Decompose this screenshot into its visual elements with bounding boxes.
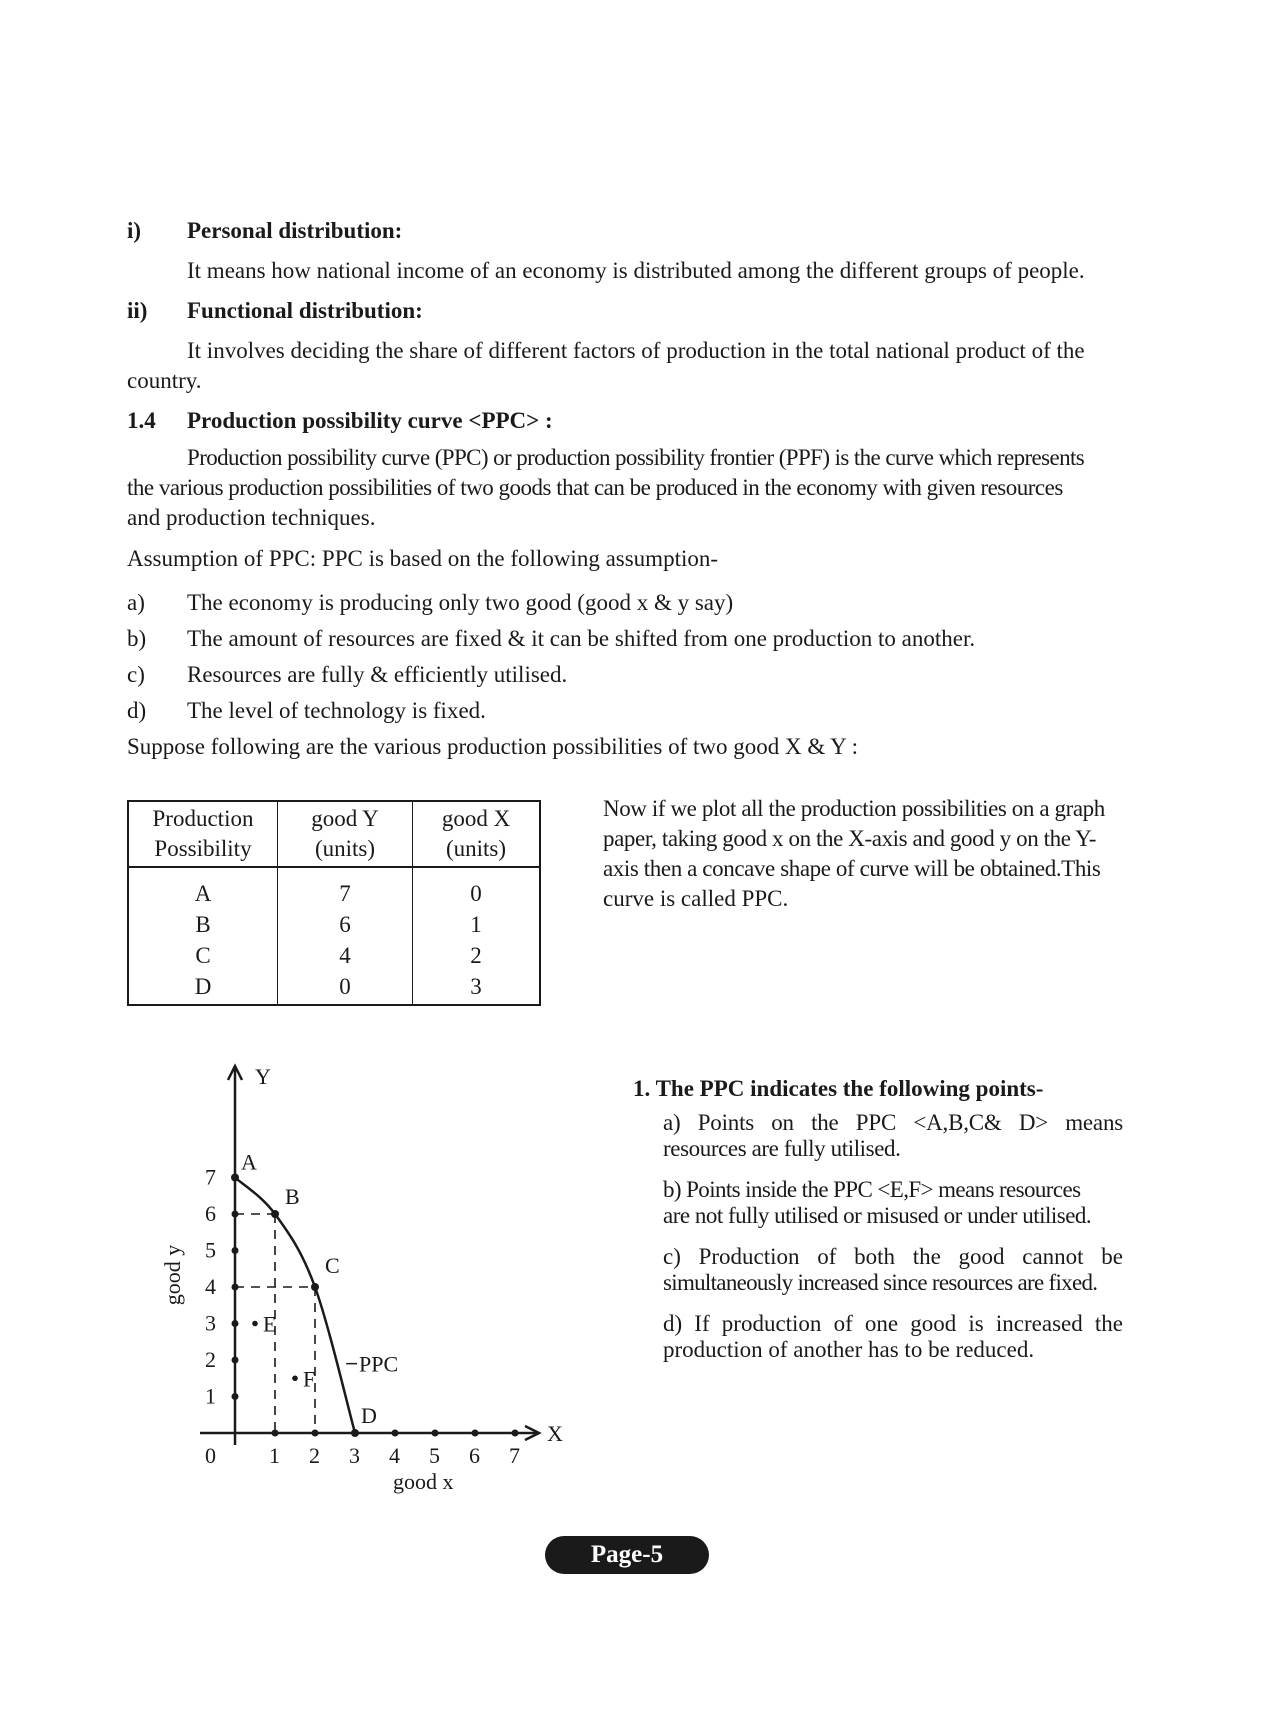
x-tick-mark xyxy=(472,1430,479,1437)
ppc-point-c xyxy=(663,1244,1123,1296)
point-d-label: D xyxy=(361,1403,377,1428)
heading-functional-distribution: Functional distribution: xyxy=(187,298,423,323)
ppc-points-heading: 1. The PPC indicates the following points- xyxy=(633,1076,1044,1101)
y-axis-letter: Y xyxy=(255,1064,271,1089)
x-tick-mark xyxy=(432,1430,439,1437)
assumption-text: The level of technology is fixed. xyxy=(187,698,486,723)
y-tick-label: 7 xyxy=(205,1164,216,1190)
assumption-marker: d) xyxy=(127,698,147,723)
point-b-label: B xyxy=(285,1184,300,1209)
point-f-marker xyxy=(292,1375,298,1381)
heading-ppc: Production possibility curve <PPC> : xyxy=(187,408,553,433)
table-header-cell: good Y (units) xyxy=(278,801,413,867)
ppc-point-a-l1: a) Points on the PPC <A,B,C& D> means xyxy=(663,1110,1123,1135)
ppc-point-c-l2: simultaneously increased since resources are fixed. xyxy=(663,1270,1098,1295)
x-tick-label: 6 xyxy=(469,1443,480,1468)
plot-text-l3: axis then a concave shape of curve will be obtained.This xyxy=(603,856,1101,881)
section-marker-ii: ii) xyxy=(127,298,148,323)
ppc-definition-l1: Production possibility curve (PPC) or production possibility frontier (PPF) is the curve which represents xyxy=(187,445,1085,470)
plot-text-l2: paper, taking good x on the X-axis and good y on the Y- xyxy=(603,826,1096,851)
x-tick-label: 3 xyxy=(349,1443,360,1468)
y-tick-mark xyxy=(232,1357,239,1364)
assumption-intro: Assumption of PPC: PPC is based on the following assumption- xyxy=(127,546,719,571)
ppc-point-b-l2: are not fully utilised or misused or under utilised. xyxy=(663,1203,1092,1228)
plot-text-l4: curve is called PPC. xyxy=(603,886,789,911)
page-number-badge: Page-5 xyxy=(545,1536,709,1574)
y-tick-mark xyxy=(232,1247,239,1254)
text-functional-distribution-l1: It involves deciding the share of different factors of production in the total national product of the xyxy=(187,338,1085,363)
assumption-text: The amount of resources are fixed & it can be shifted from one production to another. xyxy=(187,626,976,651)
point-a-label: A xyxy=(241,1149,257,1175)
x-tick-label: 0 xyxy=(205,1443,216,1468)
heading-personal-distribution: Personal distribution: xyxy=(187,218,403,243)
x-axis-letter: X xyxy=(547,1421,563,1446)
ppc-definition-l3: and production techniques. xyxy=(127,505,376,530)
table-cell-good-x: 0 1 2 3 xyxy=(413,867,541,1005)
assumption-marker: c) xyxy=(127,662,145,687)
point-c-marker xyxy=(311,1283,319,1291)
y-tick-mark xyxy=(232,1320,239,1327)
y-tick-label: 6 xyxy=(205,1201,216,1226)
ppc-point-a xyxy=(663,1110,1123,1162)
x-tick-mark xyxy=(392,1430,399,1437)
y-tick-label: 4 xyxy=(205,1274,216,1299)
ppc-curve xyxy=(235,1178,355,1434)
y-tick-label: 2 xyxy=(205,1347,216,1372)
point-d-marker xyxy=(351,1429,359,1437)
x-tick-label: 2 xyxy=(309,1443,320,1468)
table-header-cell: Production Possibility xyxy=(128,801,278,867)
table-cell-good-y: 7 6 4 0 xyxy=(278,867,413,1005)
text-personal-distribution: It means how national income of an economy is distributed among the different groups of people. xyxy=(187,258,1085,283)
y-tick-mark xyxy=(232,1393,239,1400)
section-marker-i: i) xyxy=(127,218,142,243)
ppc-definition-l2: the various production possibilities of two goods that can be produced in the economy with given resources xyxy=(127,475,1063,500)
x-tick-label: 1 xyxy=(269,1443,280,1468)
assumption-marker: b) xyxy=(127,626,147,651)
y-axis-title: good y xyxy=(160,1244,185,1306)
ppc-point-a-l2: resources are fully utilised. xyxy=(663,1136,901,1161)
ppc-point-b xyxy=(663,1177,1123,1229)
ppc-point-d-l1: d) If production of one good is increased the xyxy=(663,1311,1123,1336)
ppc-point-d-l2: production of another has to be reduced. xyxy=(663,1337,1035,1362)
point-c-label: C xyxy=(325,1253,340,1278)
y-tick-label: 1 xyxy=(205,1383,216,1409)
production-possibility-table xyxy=(127,800,541,1006)
table-row xyxy=(128,867,540,1005)
plot-text-l1: Now if we plot all the production possibilities on a graph xyxy=(603,796,1105,821)
ppc-curve-label: PPC xyxy=(359,1351,399,1377)
y-tick-label: 3 xyxy=(205,1310,216,1336)
table-header-cell: good X (units) xyxy=(413,801,541,867)
point-e-label: E xyxy=(263,1311,277,1337)
x-tick-label: 7 xyxy=(509,1443,520,1468)
assumption-text: The economy is producing only two good (good x & y say) xyxy=(187,590,734,615)
point-a-marker xyxy=(231,1174,239,1182)
table-cell-possibility: A B C D xyxy=(128,867,278,1005)
ppc-point-b-l1: b) Points inside the PPC <E,F> means resources xyxy=(663,1177,1081,1202)
x-tick-mark xyxy=(512,1430,519,1437)
point-f-label: F xyxy=(303,1366,316,1392)
x-tick-label: 4 xyxy=(389,1443,400,1468)
y-tick-label: 5 xyxy=(205,1237,216,1263)
assumption-marker: a) xyxy=(127,590,145,615)
section-number-1-4: 1.4 xyxy=(127,408,156,433)
ppc-chart xyxy=(150,1050,610,1510)
assumption-text: Resources are fully & efficiently utilised. xyxy=(187,662,568,687)
ppc-point-c-l1: c) Production of both the good cannot be xyxy=(663,1244,1123,1269)
x-tick-label: 5 xyxy=(429,1443,440,1468)
point-b-marker xyxy=(271,1210,279,1218)
suppose-text: Suppose following are the various production possibilities of two good X & Y : xyxy=(127,734,859,759)
x-axis-title: good x xyxy=(393,1469,454,1494)
text-functional-distribution-l2: country. xyxy=(127,368,202,393)
ppc-point-d xyxy=(663,1311,1123,1363)
point-e-marker xyxy=(252,1321,258,1327)
